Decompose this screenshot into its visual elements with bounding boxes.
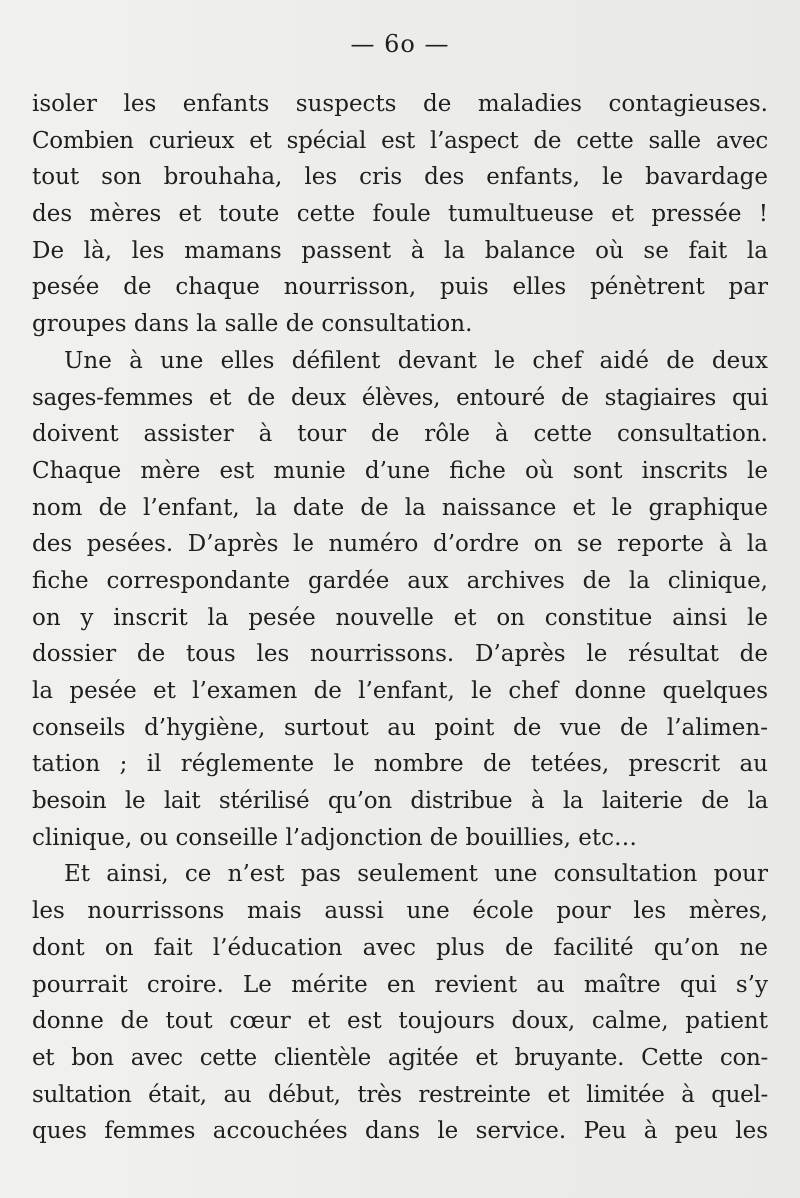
text-line: conseils d’hygiène, surtout au point de vue de l’alimen- bbox=[32, 714, 768, 741]
text-line: ques femmes accouchées dans le service. Peu à peu les bbox=[32, 1118, 768, 1145]
text-line: doivent assister à tour de rôle à cette consultation. bbox=[32, 421, 768, 448]
text-line: des pesées. D’après le numéro d’ordre on se reporte à la bbox=[32, 531, 768, 558]
text-line: De là, les mamans passent à la balance où se fait la bbox=[32, 237, 768, 264]
text-line: donne de tout cœur et est toujours doux, calme, patient bbox=[32, 1008, 768, 1035]
page-text bbox=[32, 86, 768, 1150]
text-line: on y inscrit la pesée nouvelle et on constitue ainsi le bbox=[32, 604, 768, 631]
text-line: Et ainsi, ce n’est pas seulement une consultation pour bbox=[64, 861, 768, 888]
text-line: nom de l’enfant, la date de la naissance et le graphique bbox=[32, 494, 768, 521]
text-line: Chaque mère est munie d’une fiche où sont inscrits le bbox=[32, 457, 768, 484]
text-line: dont on fait l’éducation avec plus de facilité qu’on ne bbox=[32, 934, 768, 961]
text-line: et bon avec cette clientèle agitée et bruyante. Cette con- bbox=[32, 1044, 768, 1071]
text-line: pourrait croire. Le mérite en revient au maître qui s’y bbox=[32, 971, 768, 998]
page-number: — 6o — bbox=[350, 30, 450, 58]
text-line: fiche correspondante gardée aux archives de la clinique, bbox=[32, 567, 768, 594]
text-line: sultation était, au début, très restreinte et limitée à quel- bbox=[32, 1081, 768, 1108]
text-line: sages-femmes et de deux élèves, entouré de stagiaires qui bbox=[32, 384, 768, 411]
text-line: dossier de tous les nourrissons. D’après le résultat de bbox=[32, 641, 768, 668]
text-line: Combien curieux et spécial est l’aspect de cette salle avec bbox=[32, 127, 768, 154]
text-line: tation ; il réglemente le nombre de tetées, prescrit au bbox=[32, 751, 768, 778]
text-line: Une à une elles défilent devant le chef aidé de deux bbox=[64, 347, 768, 374]
text-line: isoler les enfants suspects de maladies contagieuses. bbox=[32, 91, 768, 117]
text-line: pesée de chaque nourrisson, puis elles pénètrent par bbox=[32, 274, 768, 301]
text-line: groupes dans la salle de consultation. bbox=[32, 311, 473, 338]
text-line: tout son brouhaha, les cris des enfants, le bavardage bbox=[32, 164, 768, 191]
text-line: besoin le lait stérilisé qu’on distribue à la laiterie de la bbox=[32, 788, 768, 815]
text-line: la pesée et l’examen de l’enfant, le chef donne quelques bbox=[32, 678, 768, 704]
text-line: les nourrissons mais aussi une école pour les mères, bbox=[32, 898, 768, 925]
text-line: clinique, ou conseille l’adjonction de bouillies, etc… bbox=[32, 824, 638, 851]
text-line: des mères et toute cette foule tumultueuse et pressée ! bbox=[32, 201, 768, 228]
